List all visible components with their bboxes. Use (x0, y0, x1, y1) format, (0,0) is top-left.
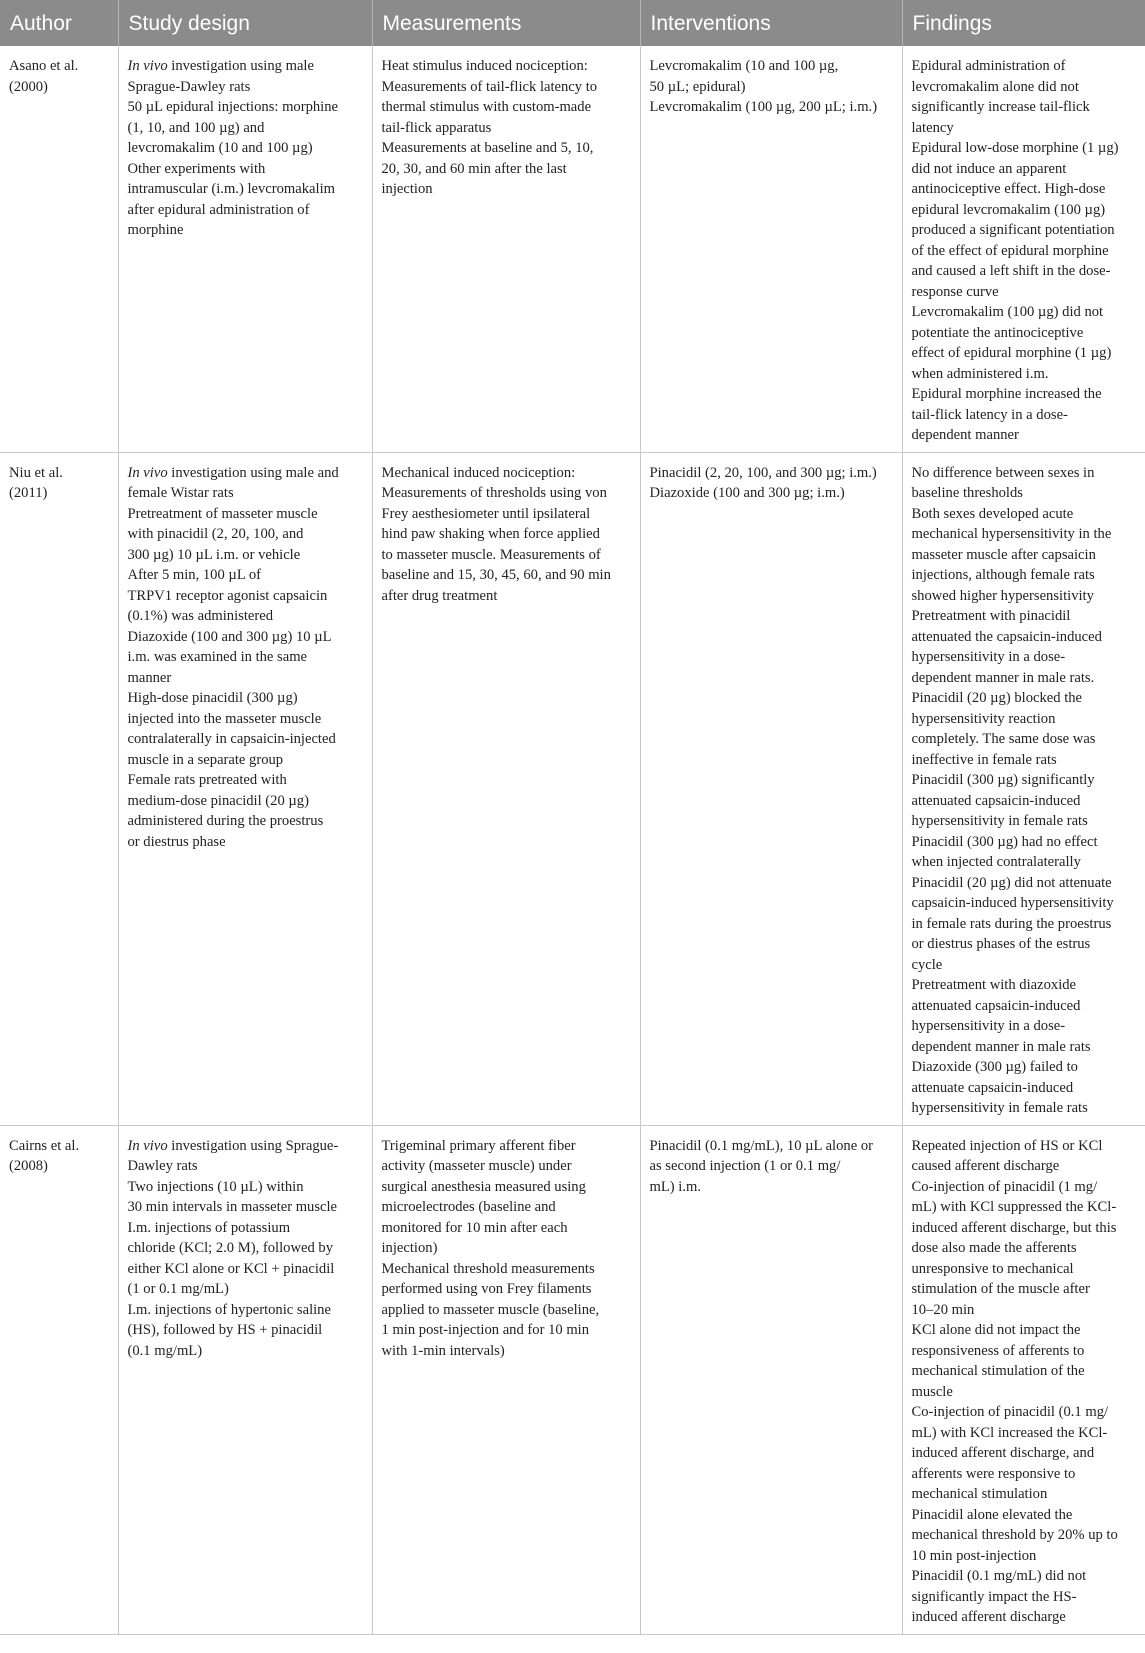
author-cell-line: Cairns et al. (9, 1137, 80, 1154)
findings-cell-line: Epidural low-dose morphine (1 µg) (911, 140, 1119, 156)
interventions-cell-line: 50 µL; epidural) (649, 78, 746, 95)
italic-term: In vivo (127, 1137, 168, 1154)
findings-cell-line: effect of epidural morphine (1 µg) (911, 345, 1112, 361)
findings-cell-line: Pinacidil alone elevated the (911, 1506, 1073, 1523)
findings-cell-line: attenuate capsaicin-induced (911, 1079, 1074, 1096)
author-cell-line: (2011) (9, 485, 48, 501)
findings-cell-line: Epidural morphine increased the (911, 386, 1102, 402)
measurements-cell-line: activity (masseter muscle) under (381, 1158, 572, 1174)
study-design-cell-text: (0.1%) was administered (127, 608, 273, 624)
study-design-cell-text: muscle in a separate group (127, 751, 284, 768)
findings-cell-line: when injected contralaterally (911, 854, 1081, 870)
findings-cell-line: hypersensitivity in a dose- (911, 649, 1066, 665)
findings-cell-line: Pinacidil (0.1 mg/mL) did not (911, 1568, 1087, 1584)
measurements-cell-line: after drug treatment (381, 587, 498, 604)
measurements-cell-line: microelectrodes (baseline and (381, 1199, 556, 1215)
study-design-cell-line (128, 1156, 363, 1177)
study-design-cell-text: either KCl alone or KCl + pinacidil (127, 1260, 335, 1277)
measurements-cell-line: Heat stimulus induced nociception: (381, 58, 588, 74)
measurements-cell-line: applied to masseter muscle (baseline, (381, 1301, 600, 1318)
findings-cell-line: Pinacidil (300 µg) significantly (911, 772, 1095, 788)
measurements-cell-line: Measurements at baseline and 5, 10, (381, 140, 594, 156)
table-row (0, 46, 1145, 452)
findings-cell-line: Pretreatment with diazoxide (911, 977, 1077, 993)
findings-cell-line: caused afferent discharge (911, 1158, 1060, 1174)
findings-cell-line: response curve (911, 283, 999, 300)
findings-cell-line: showed higher hypersensitivity (911, 587, 1094, 604)
study-design-cell-text: (1, 10, and 100 µg) and (127, 119, 265, 136)
study-design-cell-text: medium-dose pinacidil (20 µg) (127, 792, 309, 809)
findings-cell (902, 46, 1145, 452)
findings-cell-line: antinociceptive effect. High-dose (911, 181, 1106, 197)
study-design-cell-text: High-dose pinacidil (300 µg) (127, 690, 298, 706)
table-body (0, 46, 1145, 1634)
findings-cell-line: 10 min post-injection (911, 1547, 1037, 1564)
header-author: Author (0, 0, 118, 46)
study-design-cell-line (128, 1300, 363, 1321)
findings-cell-line: cycle (911, 956, 943, 973)
study-design-cell-line (128, 1136, 363, 1157)
findings-cell-line: injections, although female rats (911, 567, 1095, 583)
measurements-cell-line: Frey aesthesiometer until ipsilateral (381, 505, 591, 522)
findings-cell-line: or diestrus phases of the estrus (911, 936, 1091, 952)
findings-cell-line: Pinacidil (300 µg) had no effect (911, 833, 1098, 850)
findings-cell-line: potentiate the antinociceptive (911, 324, 1084, 341)
study-design-cell-line (128, 565, 363, 586)
study-design-cell-line (128, 97, 363, 118)
study-design-cell-text: intramuscular (i.m.) levcromakalim (127, 181, 335, 197)
findings-cell-line: Repeated injection of HS or KCl (911, 1137, 1103, 1154)
measurements-cell-line: Measurements of thresholds using von (381, 485, 607, 501)
study-design-cell-line (128, 647, 363, 668)
measurements-cell (372, 1125, 640, 1634)
study-design-cell-line (128, 627, 363, 648)
study-design-cell-line (128, 811, 363, 832)
study-design-cell-line (128, 118, 363, 139)
study-design-cell (118, 1125, 372, 1634)
findings-cell-line: tail-flick latency in a dose- (911, 406, 1068, 423)
study-design-cell-line (128, 586, 363, 607)
findings-cell-line: hypersensitivity in female rats (911, 813, 1088, 829)
findings-cell-line: KCl alone did not impact the (911, 1322, 1081, 1338)
study-design-cell-text: (1 or 0.1 mg/mL) (127, 1281, 229, 1297)
study-design-cell-line (128, 463, 363, 484)
findings-cell (902, 1125, 1145, 1634)
study-design-cell-line (128, 138, 363, 159)
study-design-cell-text: TRPV1 receptor agonist capsaicin (127, 587, 328, 604)
study-design-cell-line (128, 1279, 363, 1300)
findings-cell-line: No difference between sexes in (911, 464, 1095, 481)
findings-cell-line: induced afferent discharge, and (911, 1445, 1095, 1461)
study-design-cell-line (128, 729, 363, 750)
study-design-cell-text: Other experiments with (127, 160, 266, 177)
interventions-cell-line: Diazoxide (100 and 300 µg; i.m.) (649, 485, 845, 501)
interventions-cell (640, 452, 902, 1125)
header-interventions: Interventions (640, 0, 902, 46)
findings-cell-line: dependent manner in male rats (911, 1038, 1091, 1055)
study-design-cell-text: I.m. injections of hypertonic saline (127, 1301, 331, 1318)
study-design-cell-line (128, 524, 363, 545)
findings-cell-line: induced afferent discharge (911, 1609, 1066, 1625)
findings-cell-line: Both sexes developed acute (911, 505, 1074, 522)
header-findings: Findings (902, 0, 1145, 46)
measurements-cell (372, 46, 640, 452)
measurements-cell-line: Mechanical induced nociception: (381, 464, 576, 481)
study-design-cell-line (128, 1177, 363, 1198)
interventions-cell-line: Pinacidil (0.1 mg/mL), 10 µL alone or (649, 1137, 873, 1154)
measurements-cell-line: performed using von Frey filaments (381, 1281, 592, 1297)
measurements-cell-line: thermal stimulus with custom-made (381, 99, 592, 115)
measurements-cell-line: injection) (381, 1240, 438, 1256)
author-cell (0, 452, 118, 1125)
measurements-cell-line: injection (381, 181, 433, 197)
study-design-cell-text: with pinacidil (2, 20, 100, and (127, 526, 304, 542)
findings-cell-line: attenuated capsaicin-induced (911, 997, 1081, 1014)
findings-cell-line: stimulation of the muscle after (911, 1281, 1090, 1297)
study-design-cell-text: (0.1 mg/mL) (127, 1342, 203, 1359)
findings-cell-line: mL) with KCl suppressed the KCl- (911, 1199, 1117, 1215)
findings-cell-line: dependent manner in male rats. (911, 669, 1095, 686)
study-design-cell-text: Dawley rats (127, 1158, 198, 1174)
findings-cell-line: ineffective in female rats (911, 751, 1057, 768)
study-design-cell (118, 452, 372, 1125)
study-design-cell-text: 50 µL epidural injections: morphine (127, 99, 339, 115)
measurements-cell-line: Measurements of tail-flick latency to (381, 78, 598, 95)
findings-cell-line: of the effect of epidural morphine (911, 242, 1109, 259)
study-design-cell-text: (HS), followed by HS + pinacidil (127, 1322, 323, 1338)
findings-cell-line: mechanical hypersensitivity in the (911, 526, 1112, 542)
findings-cell-line: mL) with KCl increased the KCl- (911, 1424, 1108, 1441)
findings-cell-line: Pinacidil (20 µg) blocked the (911, 690, 1083, 706)
study-design-cell-line (128, 220, 363, 241)
findings-cell-line: Pinacidil (20 µg) did not attenuate (911, 874, 1112, 891)
study-design-cell-text: after epidural administration of (127, 201, 310, 218)
study-design-cell-line (128, 77, 363, 98)
study-design-cell-text: or diestrus phase (127, 833, 226, 850)
findings-cell-line: afferents were responsive to (911, 1465, 1076, 1482)
author-cell-line: (2000) (9, 78, 48, 95)
findings-cell-line: Co-injection of pinacidil (1 mg/ (911, 1178, 1098, 1195)
measurements-cell-line: monitored for 10 min after each (381, 1219, 568, 1236)
italic-term: In vivo (127, 464, 168, 481)
interventions-cell-line: mL) i.m. (649, 1178, 701, 1195)
findings-cell-line: Pretreatment with pinacidil (911, 608, 1071, 624)
findings-cell-line: produced a significant potentiation (911, 222, 1115, 238)
findings-cell-line: induced afferent discharge, but this (911, 1219, 1117, 1236)
findings-cell-line: latency (911, 119, 954, 136)
findings-cell-line: significantly increase tail-flick (911, 99, 1090, 115)
study-design-cell-text: Pretreatment of masseter muscle (127, 505, 318, 522)
findings-cell-line: Diazoxide (300 µg) failed to (911, 1059, 1078, 1075)
measurements-cell-line: baseline and 15, 30, 45, 60, and 90 min (381, 567, 611, 583)
study-design-cell-text: i.m. was examined in the same (127, 649, 308, 665)
findings-cell (902, 452, 1145, 1125)
interventions-cell-line: Pinacidil (2, 20, 100, and 300 µg; i.m.) (649, 464, 877, 481)
study-design-cell-line (128, 750, 363, 771)
findings-cell-line: capsaicin-induced hypersensitivity (911, 895, 1114, 911)
study-design-cell-line (128, 832, 363, 853)
study-design-cell (118, 46, 372, 452)
findings-cell-line: masseter muscle after capsaicin (911, 546, 1096, 563)
study-design-cell-line (128, 770, 363, 791)
study-design-cell-line (128, 791, 363, 812)
findings-cell-line: did not induce an apparent (911, 160, 1067, 177)
study-design-cell-line (128, 56, 363, 77)
measurements-cell-line: tail-flick apparatus (381, 119, 492, 136)
study-design-cell-line (128, 606, 363, 627)
study-design-cell-line (128, 1197, 363, 1218)
findings-cell-line: hypersensitivity in female rats (911, 1100, 1088, 1116)
author-cell-line: Niu et al. (9, 464, 63, 481)
findings-cell-line: mechanical stimulation of the (911, 1363, 1085, 1379)
study-design-cell-line (128, 709, 363, 730)
study-design-cell-text: Female rats pretreated with (127, 772, 287, 788)
study-design-cell-text: female Wistar rats (127, 485, 234, 501)
study-design-cell-text: I.m. injections of potassium (127, 1219, 291, 1236)
interventions-cell-line: Levcromakalim (10 and 100 µg, (649, 58, 839, 74)
header-measurements: Measurements (372, 0, 640, 46)
study-design-cell-text: investigation using Sprague- (167, 1137, 339, 1154)
findings-cell-line: Epidural administration of (911, 58, 1066, 74)
findings-cell-line: attenuated capsaicin-induced (911, 792, 1081, 809)
study-design-cell-line (128, 1341, 363, 1362)
header-study-design: Study design (118, 0, 372, 46)
author-cell (0, 1125, 118, 1634)
study-design-cell-text: Two injections (10 µL) within (127, 1178, 304, 1195)
findings-cell-line: and caused a left shift in the dose- (911, 263, 1111, 279)
measurements-cell-line: 20, 30, and 60 min after the last (381, 160, 567, 177)
findings-cell-line: completely. The same dose was (911, 731, 1096, 747)
interventions-cell (640, 46, 902, 452)
study-design-cell-text: Diazoxide (100 and 300 µg) 10 µL (127, 628, 332, 645)
study-design-cell-line (128, 668, 363, 689)
study-design-cell-text: morphine (127, 222, 184, 238)
study-design-cell-text: After 5 min, 100 µL of (127, 567, 262, 583)
findings-cell-line: in female rats during the proestrus (911, 915, 1112, 932)
findings-cell-line: significantly impact the HS- (911, 1588, 1077, 1605)
measurements-cell (372, 452, 640, 1125)
findings-cell-line: 10–20 min (911, 1301, 975, 1318)
author-cell-line: (2008) (9, 1158, 48, 1174)
study-design-cell-line (128, 504, 363, 525)
study-design-cell-line (128, 179, 363, 200)
header-row (0, 0, 1145, 46)
study-design-cell-text: 300 µg) 10 µL i.m. or vehicle (127, 546, 301, 563)
study-design-cell-text: manner (127, 669, 172, 686)
measurements-cell-line: 1 min post-injection and for 10 min (381, 1322, 590, 1338)
measurements-cell-line: with 1-min intervals) (381, 1342, 505, 1359)
study-design-cell-line (128, 1320, 363, 1341)
findings-cell-line: when administered i.m. (911, 365, 1049, 382)
findings-cell-line: baseline thresholds (911, 485, 1023, 501)
study-design-cell-line (128, 483, 363, 504)
study-design-cell-text: levcromakalim (10 and 100 µg) (127, 140, 313, 156)
study-design-cell-text: Sprague-Dawley rats (127, 78, 251, 95)
study-design-cell-line (128, 159, 363, 180)
findings-cell-line: dependent manner (911, 427, 1019, 443)
interventions-cell (640, 1125, 902, 1634)
measurements-cell-line: Trigeminal primary afferent fiber (381, 1137, 576, 1154)
table-row (0, 452, 1145, 1125)
measurements-cell-line: hind paw shaking when force applied (381, 526, 600, 542)
table-row (0, 1125, 1145, 1634)
findings-cell-line: muscle (911, 1383, 953, 1400)
findings-cell-line: epidural levcromakalim (100 µg) (911, 201, 1106, 218)
findings-cell-line: Levcromakalim (100 µg) did not (911, 304, 1104, 320)
study-design-cell-line (128, 1259, 363, 1280)
findings-cell-line: hypersensitivity in a dose- (911, 1018, 1066, 1034)
findings-cell-line: levcromakalim alone did not (911, 78, 1079, 95)
findings-cell-line: mechanical threshold by 20% up to (911, 1527, 1118, 1543)
study-design-cell-line (128, 688, 363, 709)
measurements-cell-line: to masseter muscle. Measurements of (381, 546, 601, 563)
study-design-cell-text: investigation using male (167, 58, 314, 74)
interventions-cell-line: Levcromakalim (100 µg, 200 µL; i.m.) (649, 99, 878, 115)
findings-cell-line: Co-injection of pinacidil (0.1 mg/ (911, 1404, 1109, 1420)
findings-cell-line: attenuated the capsaicin-induced (911, 628, 1102, 645)
study-design-cell-line (128, 200, 363, 221)
findings-cell-line: unresponsive to mechanical (911, 1260, 1074, 1277)
findings-cell-line: mechanical stimulation (911, 1486, 1048, 1502)
author-cell (0, 46, 118, 452)
study-design-cell-line (128, 1238, 363, 1259)
measurements-cell-line: surgical anesthesia measured using (381, 1178, 586, 1195)
study-design-cell-text: chloride (KCl; 2.0 M), followed by (127, 1240, 333, 1256)
study-design-cell-text: 30 min intervals in masseter muscle (127, 1199, 338, 1215)
study-design-cell-text: injected into the masseter muscle (127, 710, 322, 727)
findings-cell-line: responsiveness of afferents to (911, 1342, 1085, 1359)
study-design-cell-line (128, 545, 363, 566)
study-design-cell-line (128, 1218, 363, 1239)
findings-cell-line: hypersensitivity reaction (911, 710, 1056, 727)
study-design-cell-text: investigation using male and (167, 464, 339, 481)
interventions-cell-line: as second injection (1 or 0.1 mg/ (649, 1158, 841, 1174)
study-design-cell-text: contralaterally in capsaicin-injected (127, 731, 336, 747)
measurements-cell-line: Mechanical threshold measurements (381, 1260, 595, 1277)
findings-cell-line: dose also made the afferents (911, 1240, 1077, 1256)
study-design-cell-text: administered during the proestrus (127, 813, 324, 829)
italic-term: In vivo (127, 58, 168, 74)
author-cell-line: Asano et al. (9, 58, 79, 74)
